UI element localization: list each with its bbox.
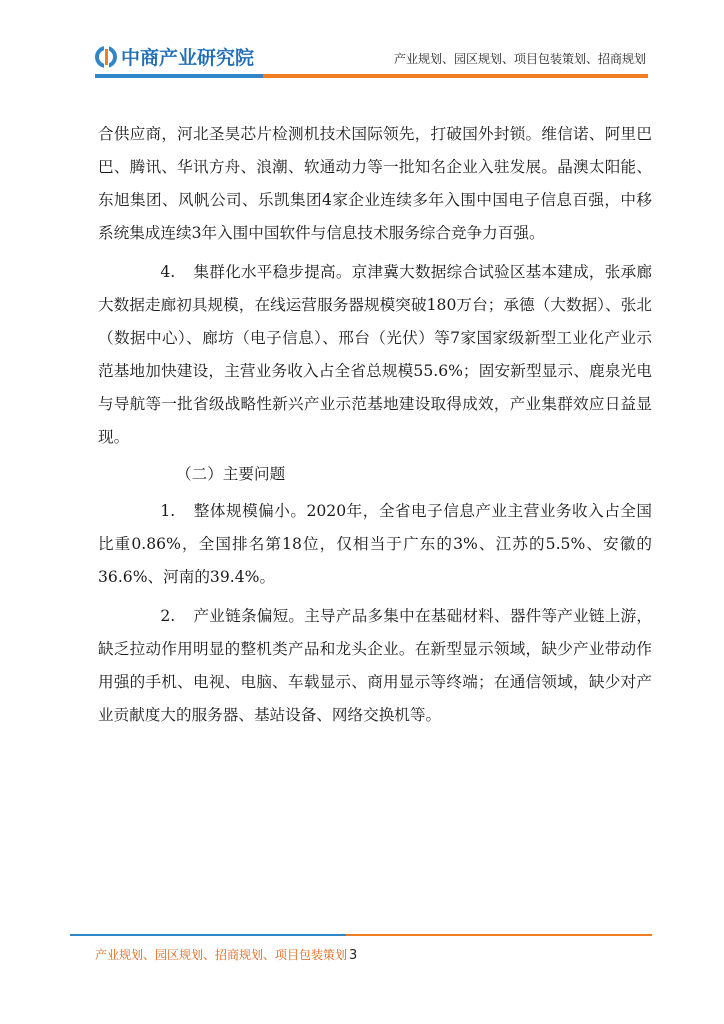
footer-rule-orange (346, 934, 652, 936)
item-number: 2. (160, 607, 176, 625)
paragraph-text: 产业链条偏短。主导产品多集中在基础材料、器件等产业链上游，缺乏拉动作用明显的整机类产品和龙头企业。在新型显示领域，缺少产业带动作用强的手机、电视、电脑、车载显示、商用显示等终端；在通信领域，缺少对产业贡献度大的服务器、基站设备、网络交换机等。 (98, 607, 652, 724)
logo-icon (95, 46, 117, 68)
numbered-paragraph (98, 600, 652, 732)
paragraph: 合供应商，河北圣昊芯片检测机技术国际领先，打破国外封锁。维信诺、阿里巴巴、腾讯、华讯方舟、浪潮、软通动力等一批知名企业入驻发展。晶澳太阳能、东旭集团、风帆公司、乐凯集团4家企业连续多年入围中国电子信息百强，中移系统集成连续3年入围中国软件与信息技术服务综合竞争力百强。 (98, 125, 652, 242)
logo-text: 中商产业研究院 (121, 47, 255, 69)
header-rule-blue (95, 74, 263, 78)
footer-rule-blue (70, 934, 346, 936)
logo (95, 43, 254, 70)
section-heading: （二）主要问题 (176, 465, 286, 483)
numbered-paragraph (98, 495, 652, 594)
numbered-paragraph (98, 256, 652, 454)
item-number: 1. (160, 502, 176, 520)
page-footer (95, 946, 357, 963)
page-number: 3 (349, 948, 358, 963)
paragraph-text: 集群化水平稳步提高。京津冀大数据综合试验区基本建成，张承廊大数据走廊初具规模，在线运营服务器规模突破180万台；承德（大数据）、张北（数据中心）、廊坊（电子信息）、邢台（光伏）等7家国家级新型工业化产业示范基地加快建设，主营业务收入占全省总规模55.6%；固安新型显示、鹿泉光电与导航等一批省级战略性新兴产业示范基地建设取得成效，产业集群效应日益显现。 (98, 263, 652, 446)
footer-text: 产业规划、园区规划、招商规划、项目包装策划 (95, 948, 348, 962)
header-tagline: 产业规划、园区规划、项目包装策划、招商规划 (393, 52, 646, 66)
paragraph-text: 整体规模偏小。2020年，全省电子信息产业主营业务收入占全国比重0.86%，全国排名第18位，仅相当于广东的3%、江苏的5.5%、安徽的36.6%、河南的39.4%。 (98, 502, 652, 586)
item-number: 4. (160, 263, 176, 281)
page-header (0, 0, 724, 82)
header-rule-orange (263, 74, 648, 78)
document-body (98, 118, 652, 732)
